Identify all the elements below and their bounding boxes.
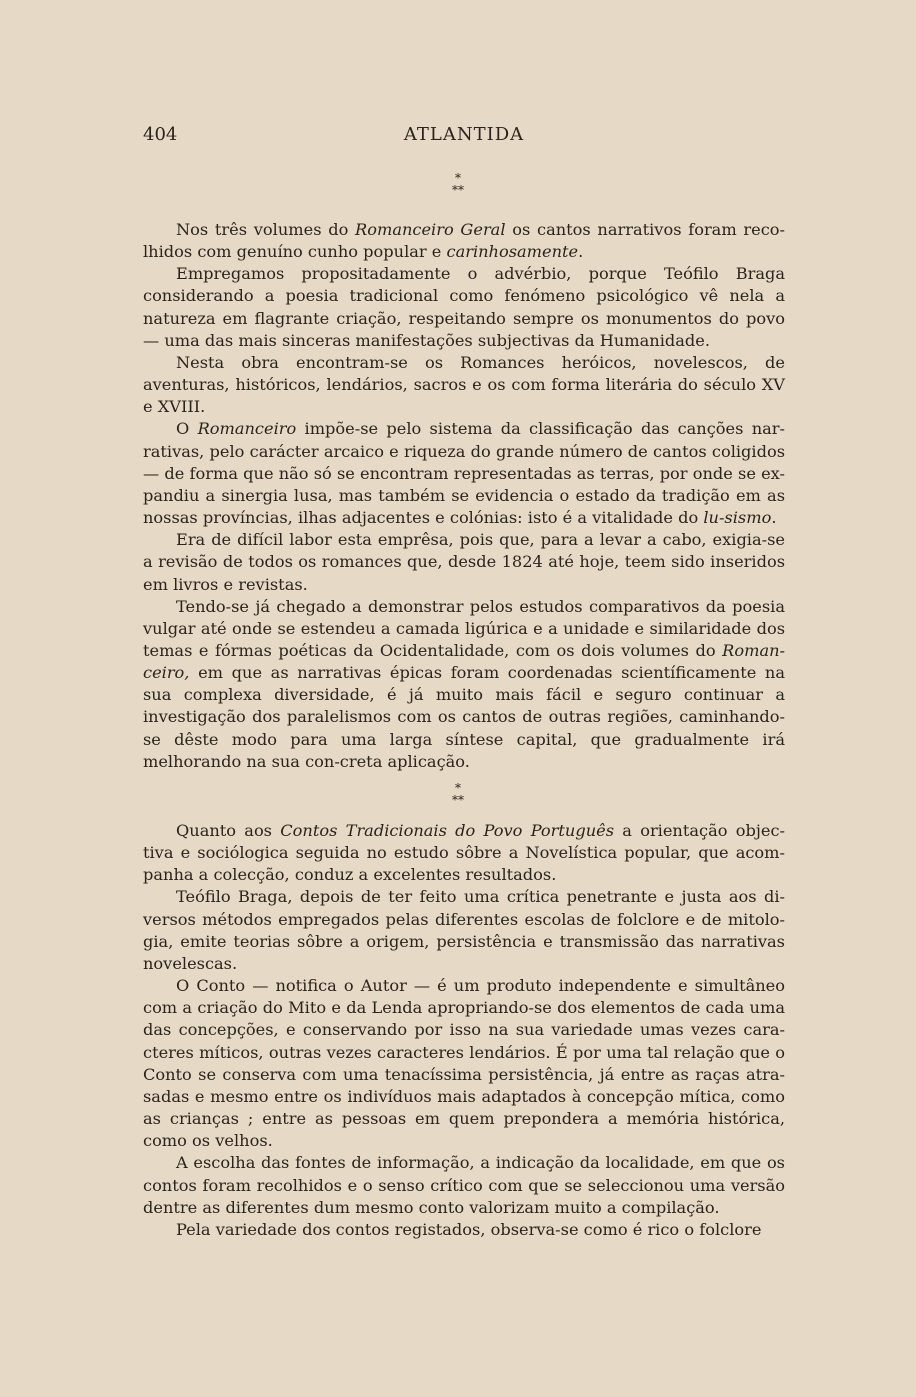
text-run: em que as narrativas épicas foram coordenadas scientíficamente na sua complexa diversidade, é já muito mais fácil e seguro continuar a investigação dos paralelismos com os cantos de outras regiões, caminhando-se dêste modo para uma larga síntese capital, que gradualmente irá melhorando na sua con-creta aplicação. (143, 663, 785, 771)
text-run: a orientação objec-tiva e sociólogica seguida no estudo sôbre a Novelística popular, que acom-panha a colecção, conduz a excelentes resultados. (143, 821, 785, 885)
italic-text: Romanceiro (197, 419, 297, 439)
paragraph (143, 596, 785, 773)
text-run: Nos três volumes do (176, 220, 356, 239)
section-ornament (0, 172, 916, 196)
italic-text: Romanceiro Geral (355, 220, 506, 239)
italic-text: Contos Tradicionais do Povo Português (280, 821, 615, 840)
paragraph (143, 352, 785, 418)
italic-text: carinhosamente (446, 242, 579, 262)
paragraph (143, 1152, 785, 1218)
text-run: O (176, 419, 198, 439)
asterism-glyph: * ** (452, 781, 464, 807)
paragraph (143, 975, 785, 1152)
paragraph (143, 263, 785, 352)
text-run: . (578, 242, 584, 262)
text-run: Nesta obra encontram-se os Romances heróicos, novelescos, de aventuras, históricos, lendários, sacros e os com forma literária do século XV e XVIII. (143, 352, 785, 417)
text-run: Teófilo Braga, depois de ter feito uma crítica penetrante e justa aos di-versos métodos empregados pelas diferentes escolas de folclore e de mitolo-gia, emite teorias sôbre a origem, persistência e transmissão das narrativas novelescas. (143, 887, 785, 973)
text-run: Pela variedade dos contos registados, observa-se como é rico o folclore (176, 1219, 762, 1239)
text-run: os cantos narrativos foram reco-lhidos com genuíno cunho popular e (143, 220, 785, 262)
page-header (143, 124, 785, 152)
text-run: A escolha das fontes de informação, a indicação da localidade, em que os contos foram recolhidos e o senso crítico com que se seleccionou uma versão dentre as diferentes dum mesmo conto valorizam muito a compilação. (143, 1153, 785, 1217)
page-number: 404 (143, 124, 178, 145)
text-run: Quanto aos (176, 821, 281, 840)
text-run: . (771, 508, 777, 528)
paragraph (143, 820, 785, 886)
paragraph (143, 886, 785, 975)
text-run: Empregamos propositadamente o advérbio, porque Teófilo Braga considerando a poesia tradicional como fenómeno psicológico vê nela a natureza em flagrante criação, respeitando sempre os monumentos do povo — uma das mais sinceras manifestações subjectivas da Humanidade. (143, 264, 785, 350)
section-romanceiro (143, 219, 785, 773)
paragraph (143, 418, 785, 529)
paragraph (143, 1219, 785, 1241)
text-run: Tendo-se já chegado a demonstrar pelos estudos comparativos da poesia vulgar até onde se estendeu a camada ligúrica e a unidade e similaridade dos temas e fórmas poéticas da Ocidentalidade, com os dois volumes do (143, 596, 785, 660)
italic-text: Roman-ceiro, (143, 640, 785, 683)
text-run: Era de difícil labor esta emprêsa, pois que, para a levar a cabo, exigia-se a revisão de todos os romances que, desde 1824 até hoje, teem sido inseridos em livros e revistas. (143, 530, 785, 594)
asterism-glyph: * ** (452, 171, 464, 197)
section-contos (143, 820, 785, 1241)
text-run: O Conto — notifica o Autor — é um produto independente e simultâneo com a criação do Mito e da Lenda apropriando-se dos elementos de cada uma das concepções, e conservando por isso na sua variedade umas vezes cara-cteres míticos, outras vezes caracteres lendários. É por uma tal relação que o Conto se conserva com uma tenacíssima persistência, já entre as raças atra-sadas e mesmo entre os indivíduos mais adaptados à concepção mítica, como as crianças ; entre as pessoas em quem prepondera a memória histórica, como os velhos. (143, 976, 785, 1151)
running-title: ATLANTIDA (403, 124, 525, 145)
section-ornament (0, 782, 916, 806)
italic-text: lu-sismo (703, 508, 772, 528)
paragraph (143, 219, 785, 263)
paragraph (143, 529, 785, 595)
text-run: impõe-se pelo sistema da classificação das canções nar-rativas, pelo carácter arcaico e riqueza do grande número de cantos coligidos — de forma que não só se encontram representadas as terras, por onde se ex-pandiu a sinergia lusa, mas também se evidencia o estado da tradição em as nossas províncias, ilhas adjacentes e colónias: isto é a vitalidade do (143, 419, 785, 528)
